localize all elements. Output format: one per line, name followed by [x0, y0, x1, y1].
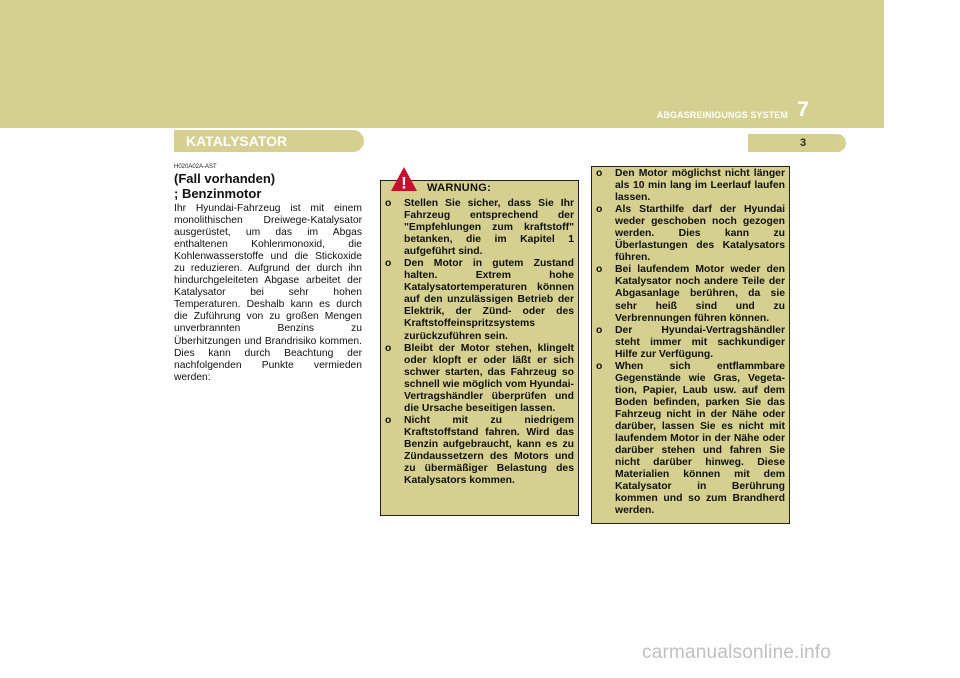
right-panel-item: o Der Hyundai-Vertragshändler steht immer mit sachkundiger Hilfe zur Verfügung.	[596, 324, 785, 360]
section-title: KATALYSATOR	[186, 133, 288, 149]
header-band	[0, 0, 884, 128]
right-panel-item: o When sich entflammbare Gegenstände wie Gras, Vegeta-tion, Papier, Laub usw. auf dem Boden befinden, parken Sie das Fahrzeug nicht in der Nähe oder darüber, lassen Sie es nicht mit laufendem Motor in der Nähe oder darüber stehen und fahren Sie nicht darüber hinweg. Diese Materialien können mit dem Katalysator in Berührung kommen und so zum Brandherd werden.	[596, 360, 785, 517]
page-number: 3	[799, 137, 807, 149]
bullet-marker: o	[596, 360, 603, 372]
bullet-marker: o	[385, 342, 392, 354]
warning-item: o Stellen Sie sicher, dass Sie Ihr Fahrzeug entsprechend der "Empfehlungen zum kraftstoff" betanken, die im Kapitel 1 aufgeführt sind.	[385, 198, 574, 258]
bullet-marker: o	[385, 258, 392, 270]
bullet-marker: o	[385, 414, 392, 426]
chapter-title: ABGASREINIGUNGS SYSTEM	[656, 110, 788, 120]
warning-item: o Bleibt der Motor stehen, klingelt oder klopft er oder läßt er sich schwer starten, das Fahrzeug so schnell wie möglich vom Hyundai-Vertragshändler überprüfen und die Ursache beseitigen lassen.	[385, 342, 574, 414]
warning-title: WARNUNG:	[427, 182, 492, 194]
bullet-marker: o	[596, 324, 603, 336]
bullet-marker: o	[596, 264, 603, 276]
bullet-marker: o	[596, 168, 603, 179]
section-heading: (Fall vorhanden) ; Benzinmotor	[174, 171, 276, 201]
right-panel-item: o Als Starthilfe darf der Hyundai weder geschoben noch gezogen werden. Dies kann zu Überlastungen des Katalysators führen.	[596, 204, 785, 264]
bullet-marker: o	[385, 198, 392, 209]
exclamation-warning-icon	[390, 166, 418, 192]
chapter-number: 7	[797, 98, 809, 121]
warning-item: o Den Motor in gutem Zustand halten. Extrem hohe Katalysatortemperaturen können auf den unzulässigen Betrieb der Elektrik, der Zünd- oder des Kraftstoffeinspritzsystems zurückzuführen sein.	[385, 258, 574, 342]
watermark: carmanualsonline.info	[642, 642, 832, 663]
right-panel-item: o Bei laufendem Motor weder den Katalysator noch andere Teile der Abgasanlage berühren, da sie sehr heiß sind und zu Verbrennungen führen können.	[596, 264, 785, 324]
right-panel-list	[596, 168, 785, 517]
warning-item: o Nicht mit zu niedrigem Kraftstoffstand fahren. Wird das Benzin aufgebraucht, kann es zu Zündaussetzern des Motors und zu übermäßiger Belastung des Katalysators kommen.	[385, 414, 574, 487]
bullet-marker: o	[596, 204, 603, 216]
section-code: H020A02A-AST	[174, 164, 217, 170]
warning-icon-glyph: !	[401, 173, 407, 192]
section-body: Ihr Hyundai-Fahrzeug ist mit einem monolithischen Dreiwege-Katalysator ausgerüstet, um das im Abgas enthaltenen Kohlenmonoxid, die Kohlenwasserstoffe und die Stickoxide zu reduzieren. Aufgrund der durch ihn hindurchgeleiteten Abgase arbeitet der Katalysator bei sehr hohen Temperaturen. Deshalb kann es durch die Zuführung von zu großen Mengen unverbrannten Benzins zu Überhitzungen und Brandrisiko kommen. Dies kann durch Beachtung der nachfolgenden Punkte vermieden werden:	[174, 203, 362, 383]
right-panel-item: o Den Motor möglichst nicht länger als 10 min lang im Leerlauf laufen lassen.	[596, 168, 785, 204]
warning-list	[385, 198, 574, 487]
